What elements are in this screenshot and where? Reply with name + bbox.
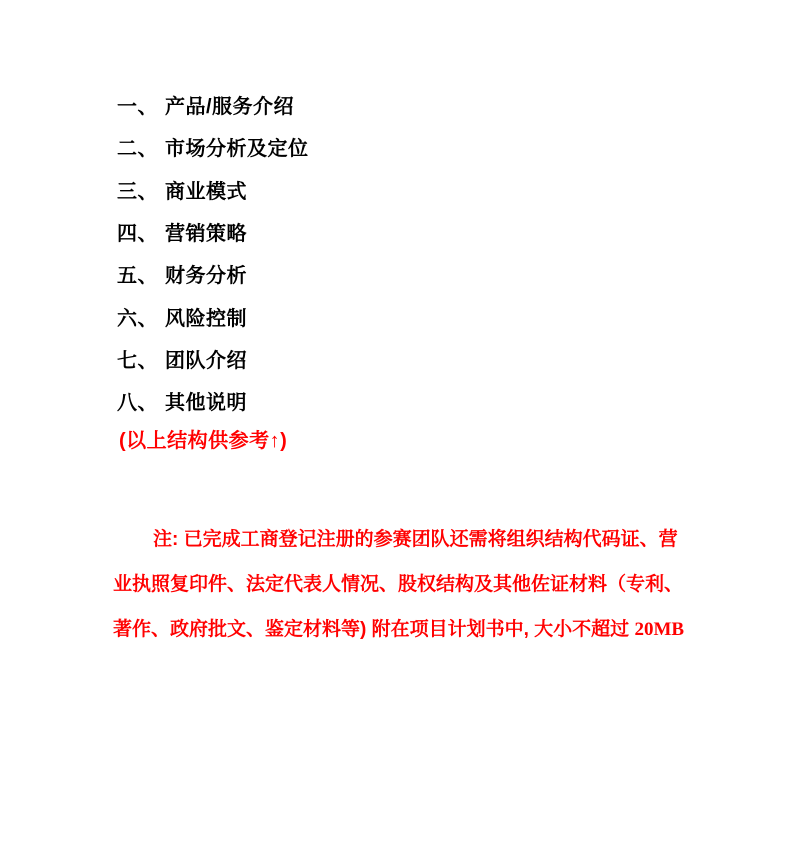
outline-item-5: [117, 266, 247, 286]
outline-item-number: 四、: [117, 223, 158, 245]
file-size-limit: 20MB: [634, 619, 685, 640]
outline-item-title: 团队介绍: [165, 350, 247, 372]
outline-item-number: 八、: [117, 392, 158, 414]
outline-item-6: [117, 309, 247, 329]
outline-item-number: 五、: [117, 265, 158, 287]
outline-item-title: 商业模式: [165, 181, 247, 203]
outline-item-title: 财务分析: [165, 265, 247, 287]
outline-item-7: [117, 351, 247, 371]
note-paragraph-line-1: 注: 已完成工商登记注册的参赛团队还需将组织结构代码证、营: [153, 529, 678, 550]
outline-item-2: [117, 139, 309, 159]
outline-item-3: [117, 182, 247, 202]
outline-item-number: 六、: [117, 308, 158, 330]
outline-item-title: 风险控制: [165, 308, 247, 330]
outline-item-1: [117, 97, 294, 117]
outline-item-title: 产品/服务介绍: [165, 96, 295, 118]
note-paragraph-line-3: [113, 620, 691, 641]
outline-item-8: [117, 393, 247, 413]
structure-reference-hint: (以上结构供参考↑): [119, 430, 288, 452]
outline-item-number: 七、: [117, 350, 158, 372]
outline-item-number: 二、: [117, 138, 158, 160]
outline-item-title: 其他说明: [165, 392, 247, 414]
outline-item-4: [117, 224, 247, 244]
outline-item-number: 一、: [117, 96, 158, 118]
outline-item-number: 三、: [117, 181, 158, 203]
note-line-3-text: 著作、政府批文、鉴定材料等) 附在项目计划书中, 大小不超过: [113, 619, 635, 640]
outline-item-title: 市场分析及定位: [165, 138, 309, 160]
outline-item-title: 营销策略: [165, 223, 247, 245]
note-paragraph-line-2: 业执照复印件、法定代表人情况、股权结构及其他佐证材料（专利、: [113, 574, 684, 595]
